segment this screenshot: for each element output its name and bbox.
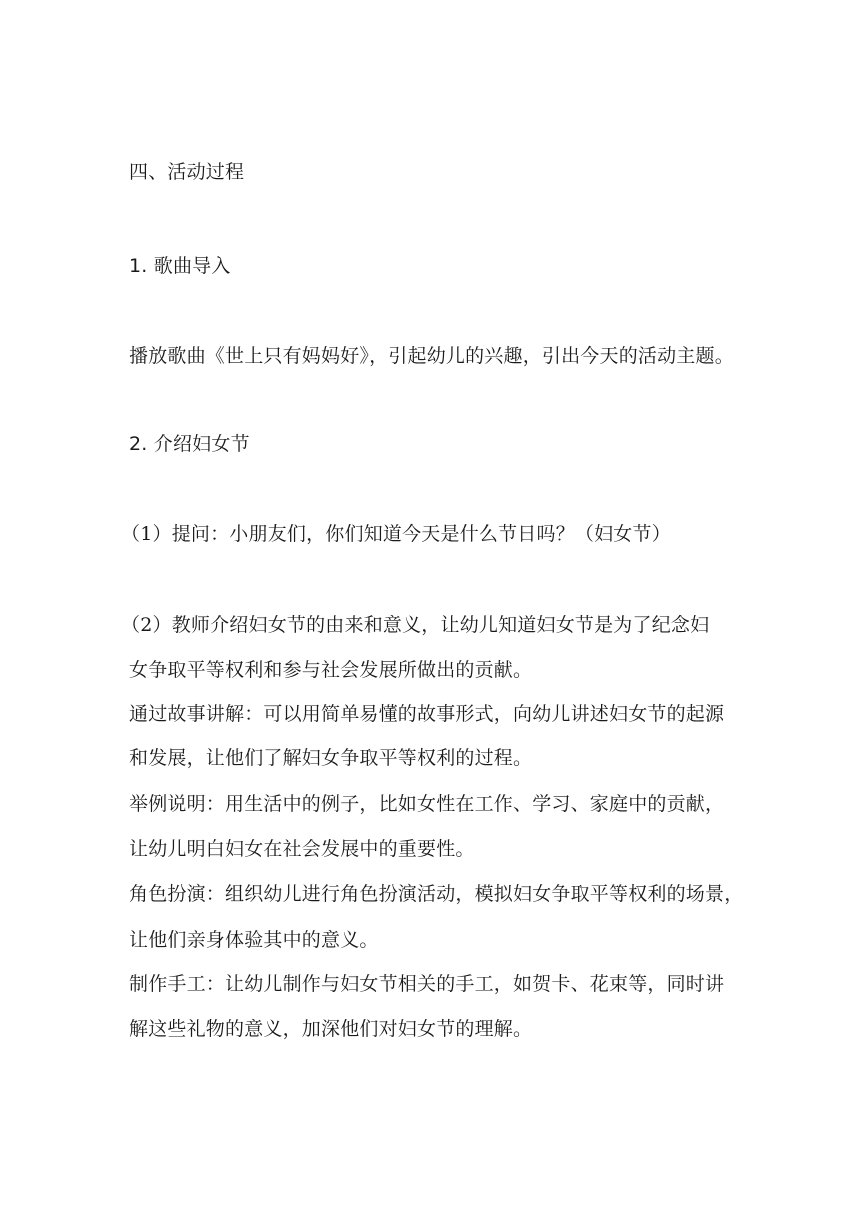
item-1-body: 播放歌曲《世上只有妈妈好》，引起幼儿的兴趣，引出今天的活动主题。 [129,345,734,367]
story-line-1: 通过故事讲解：可以用简单易懂的故事形式，向幼儿讲述妇女节的起源 [129,703,725,725]
item-1-title: 1. 歌曲导入 [129,255,231,277]
example-line-2: 让幼儿明白妇女在社会发展中的重要性。 [129,838,475,860]
section-heading: 四、活动过程 [129,161,245,183]
sub-item-2-line-1: （2）教师介绍妇女节的由来和意义，让幼儿知道妇女节是为了纪念妇 [121,614,710,636]
craft-line-2: 解这些礼物的意义，加深他们对妇女节的理解。 [129,1018,533,1040]
craft-line-1: 制作手工：让幼儿制作与妇女节相关的手工，如贺卡、花束等，同时讲 [129,973,725,995]
example-line-1: 举例说明：用生活中的例子，比如女性在工作、学习、家庭中的贡献， [129,793,725,815]
role-play-line-1: 角色扮演：组织幼儿进行角色扮演活动，模拟妇女争取平等权利的场景， [129,883,744,905]
role-play-line-2: 让他们亲身体验其中的意义。 [129,929,379,951]
story-line-2: 和发展，让他们了解妇女争取平等权利的过程。 [129,747,533,769]
sub-item-2-line-2: 女争取平等权利和参与社会发展所做出的贡献。 [129,659,533,681]
sub-item-1: （1）提问：小朋友们，你们知道今天是什么节日吗？（妇女节） [121,523,671,545]
item-2-title: 2. 介绍妇女节 [129,433,250,455]
